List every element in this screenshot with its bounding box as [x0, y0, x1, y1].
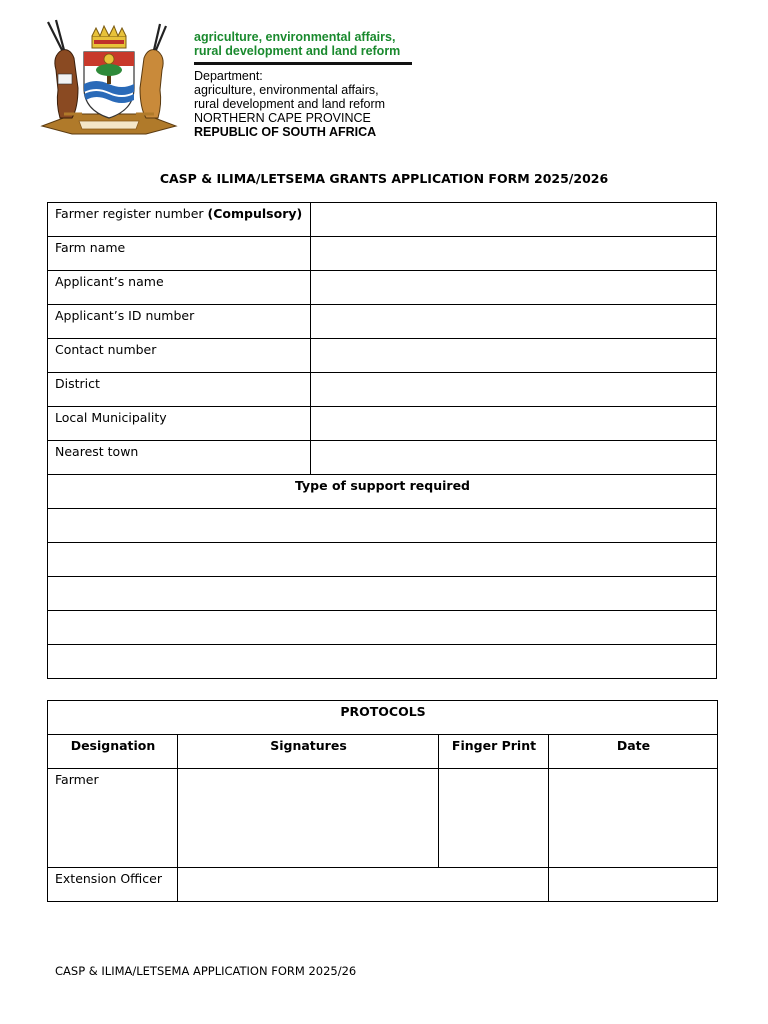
- table-row: [48, 543, 717, 577]
- header-divider: [194, 62, 412, 65]
- designation-column-header: Designation: [48, 735, 178, 769]
- nearest-town-field[interactable]: [311, 441, 717, 475]
- support-required-heading: Type of support required: [48, 475, 717, 509]
- table-row: [48, 441, 717, 475]
- table-row: [48, 237, 717, 271]
- extension-officer-date-field[interactable]: [549, 868, 718, 902]
- district-field[interactable]: [311, 373, 717, 407]
- table-row: [48, 305, 717, 339]
- farmer-date-field[interactable]: [549, 769, 718, 868]
- district-label: District: [48, 373, 311, 407]
- province-name: NORTHERN CAPE PROVINCE: [194, 111, 371, 125]
- local-municipality-label: Local Municipality: [48, 407, 311, 441]
- compulsory-note: (Compulsory): [207, 206, 303, 221]
- farmer-register-field[interactable]: [311, 203, 717, 237]
- department-label: Department:: [194, 69, 263, 83]
- table-row: [48, 735, 718, 769]
- farmer-fingerprint-field[interactable]: [439, 769, 549, 868]
- protocols-heading: PROTOCOLS: [48, 701, 718, 735]
- farm-name-label: Farm name: [48, 237, 311, 271]
- table-row: [48, 645, 717, 679]
- applicant-name-field[interactable]: [311, 271, 717, 305]
- table-row: [48, 577, 717, 611]
- applicant-name-label: Applicant’s name: [48, 271, 311, 305]
- date-column-header: Date: [549, 735, 718, 769]
- contact-number-label: Contact number: [48, 339, 311, 373]
- table-row: [48, 509, 717, 543]
- department-name-line-1: agriculture, environmental affairs,: [194, 83, 379, 97]
- table-row: [48, 271, 717, 305]
- contact-number-field[interactable]: [311, 339, 717, 373]
- nearest-town-label: Nearest town: [48, 441, 311, 475]
- table-row: [48, 339, 717, 373]
- table-row: [48, 203, 717, 237]
- table-row: [48, 407, 717, 441]
- fingerprint-column-header: Finger Print: [439, 735, 549, 769]
- local-municipality-field[interactable]: [311, 407, 717, 441]
- table-row: [48, 769, 718, 868]
- table-row: [48, 868, 718, 902]
- support-required-line-5[interactable]: [48, 645, 717, 679]
- support-required-line-3[interactable]: [48, 577, 717, 611]
- farmer-designation: Farmer: [48, 769, 178, 868]
- farm-name-field[interactable]: [311, 237, 717, 271]
- support-required-line-1[interactable]: [48, 509, 717, 543]
- applicant-id-field[interactable]: [311, 305, 717, 339]
- table-row: [48, 373, 717, 407]
- applicant-details-table: [47, 202, 717, 679]
- applicant-id-label: Applicant’s ID number: [48, 305, 311, 339]
- farmer-register-label: [48, 203, 311, 237]
- farmer-register-label-text: Farmer register number: [55, 206, 208, 221]
- signatures-column-header: Signatures: [178, 735, 439, 769]
- department-tagline-line-2: rural development and land reform: [194, 44, 401, 58]
- page-footer: CASP & ILIMA/LETSEMA APPLICATION FORM 2025/26: [55, 964, 357, 978]
- support-required-line-4[interactable]: [48, 611, 717, 645]
- extension-officer-designation: Extension Officer: [48, 868, 178, 902]
- coat-of-arms-icon: [34, 18, 184, 140]
- table-row: [48, 475, 717, 509]
- extension-officer-signature-field[interactable]: [178, 868, 549, 902]
- protocols-table: [47, 700, 718, 902]
- table-row: [48, 701, 718, 735]
- department-name-line-2: rural development and land reform: [194, 97, 386, 111]
- department-tagline-line-1: agriculture, environmental affairs,: [194, 30, 396, 44]
- support-required-line-2[interactable]: [48, 543, 717, 577]
- table-row: [48, 611, 717, 645]
- form-title: CASP & ILIMA/LETSEMA GRANTS APPLICATION FORM 2025/2026: [159, 171, 609, 186]
- country-name: REPUBLIC OF SOUTH AFRICA: [194, 125, 377, 139]
- farmer-signature-field[interactable]: [178, 769, 439, 868]
